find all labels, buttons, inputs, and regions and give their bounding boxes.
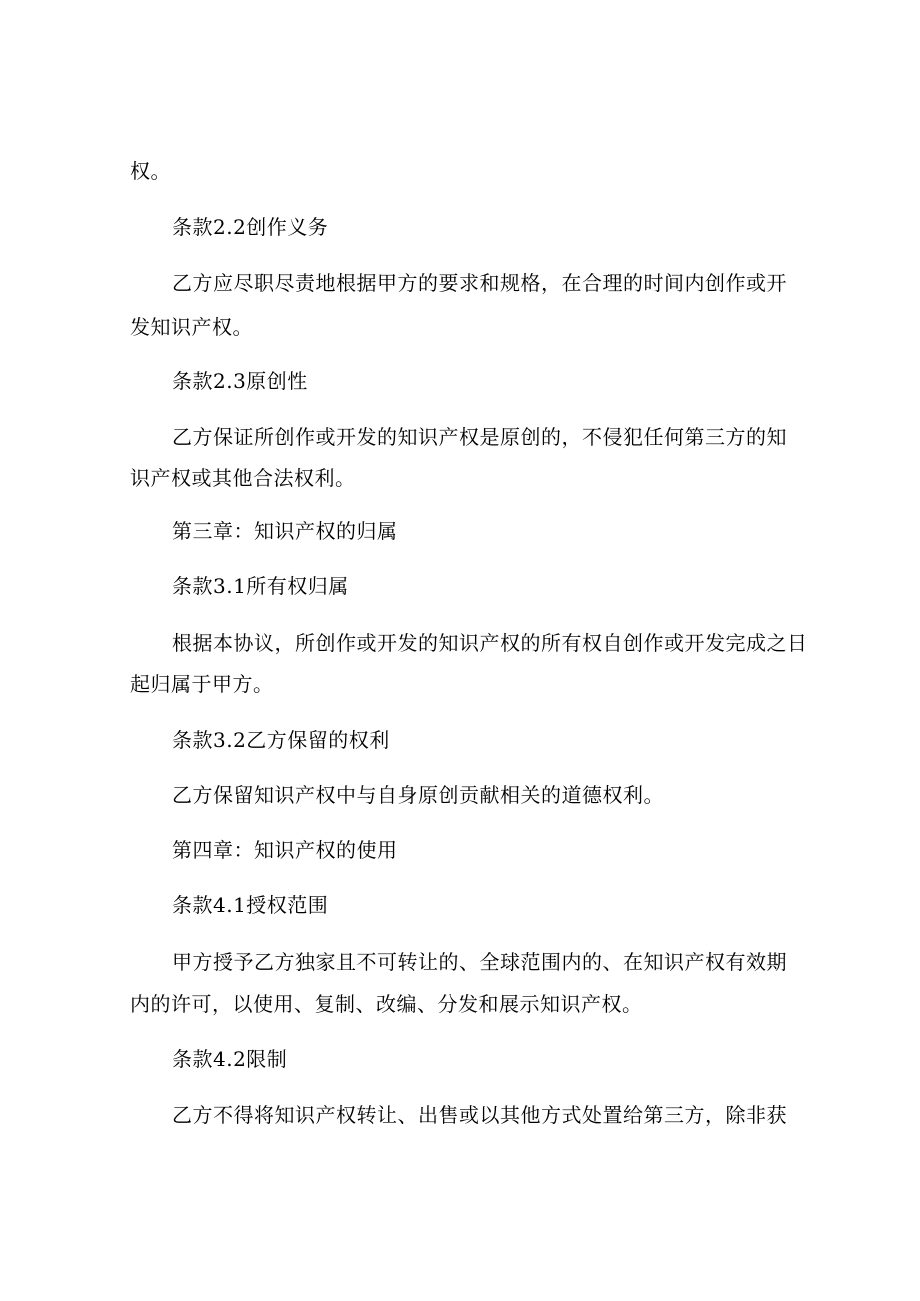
text-line: 甲方授予乙方独家且不可转让的、全球范围内的、在知识产权有效期	[172, 950, 787, 974]
clause-heading: 条款4.2限制	[172, 1047, 288, 1071]
text-line: 起归属于甲方。	[130, 672, 274, 696]
chapter-heading: 第三章：知识产权的归属	[172, 519, 398, 543]
text-line: 根据本协议，所创作或开发的知识产权的所有权自创作或开发完成之日	[172, 631, 808, 655]
text-line: 发知识产权。	[130, 315, 253, 339]
clause-heading: 条款3.1所有权归属	[172, 574, 349, 598]
text-line: 权。	[130, 159, 171, 183]
text-line: 乙方保留知识产权中与自身原创贡献相关的道德权利。	[172, 783, 664, 807]
clause-heading: 条款2.2创作义务	[172, 215, 329, 239]
clause-heading: 条款3.2乙方保留的权利	[172, 728, 390, 752]
clause-heading: 条款4.1授权范围	[172, 893, 329, 917]
text-line: 内的许可，以使用、复制、改编、分发和展示知识产权。	[130, 992, 643, 1016]
chapter-heading: 第四章：知识产权的使用	[172, 838, 398, 862]
clause-heading: 条款2.3原创性	[172, 369, 308, 393]
text-line: 识产权或其他合法权利。	[130, 466, 356, 490]
text-line: 乙方应尽职尽责地根据甲方的要求和规格，在合理的时间内创作或开	[172, 271, 787, 295]
text-line: 乙方保证所创作或开发的知识产权是原创的，不侵犯任何第三方的知	[172, 425, 787, 449]
text-line: 乙方不得将知识产权转让、出售或以其他方式处置给第三方，除非获	[172, 1103, 787, 1127]
